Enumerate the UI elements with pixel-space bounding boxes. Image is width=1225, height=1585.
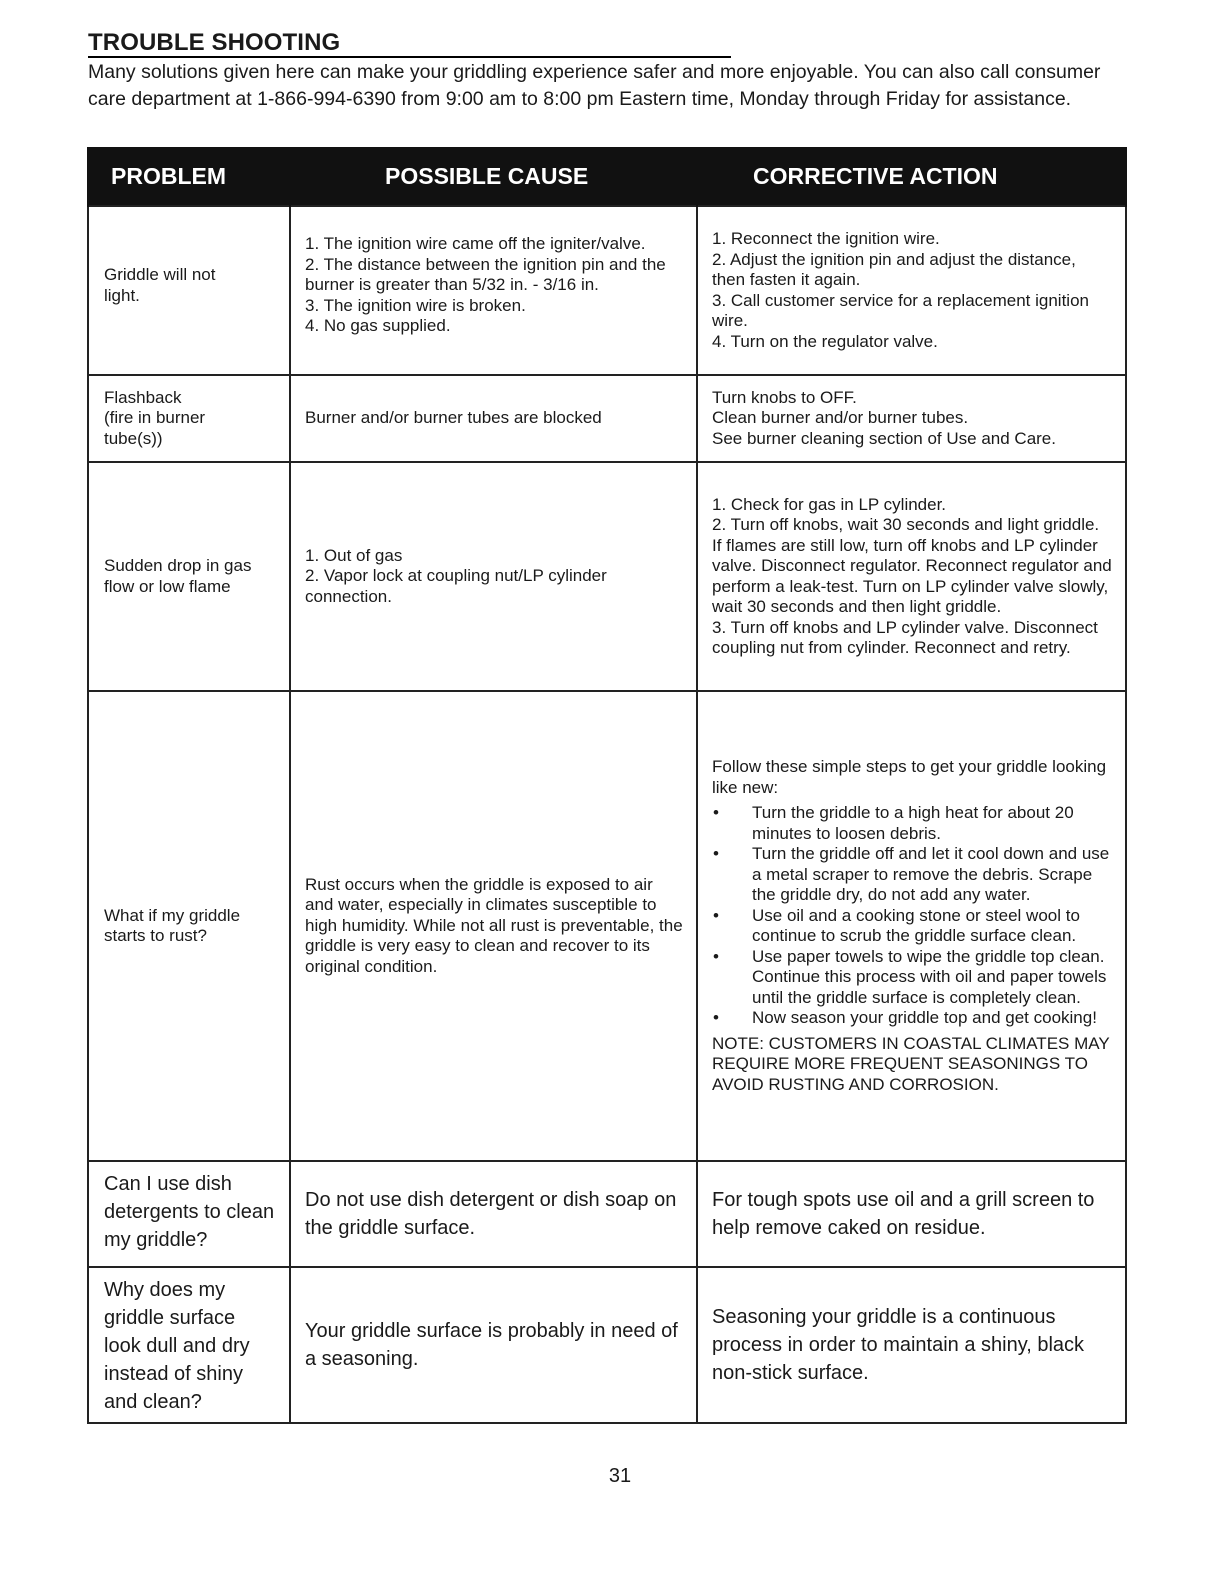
cause-cell: Do not use dish detergent or dish soap on the griddle surface. [290, 1161, 697, 1267]
cause-cell: Rust occurs when the griddle is exposed to air and water, especially in climates susceptible to high humidity. While not all rust is preventable, the griddle is very easy to clean and recover to its original condition. [290, 691, 697, 1161]
table-header-row [88, 147, 1126, 206]
bullet-icon: • [713, 844, 719, 863]
table-row [88, 206, 1126, 375]
table-row [88, 462, 1126, 691]
table-row [88, 375, 1126, 462]
cause-cell: Burner and/or burner tubes are blocked [290, 375, 697, 462]
action-cell: For tough spots use oil and a grill screen to help remove caked on residue. [697, 1161, 1126, 1267]
step-text: Turn the griddle to a high heat for about 20 minutes to loosen debris. [752, 803, 1074, 843]
problem-cell: What if my griddle starts to rust? [88, 691, 290, 1161]
page-number: 31 [608, 1465, 632, 1487]
page-title: TROUBLE SHOOTING [88, 29, 731, 58]
header-problem [88, 147, 290, 206]
list-item [712, 844, 1113, 906]
cause-cell: 1. Out of gas 2. Vapor lock at coupling nut/LP cylinder connection. [290, 462, 697, 691]
header-possible-cause [290, 147, 697, 206]
action-cell: 1. Reconnect the ignition wire. 2. Adjust the ignition pin and adjust the distance, then fasten it again. 3. Call customer service for a replacement ignition wire. 4. Turn on the regulator valve. [697, 206, 1126, 375]
cause-cell: Your griddle surface is probably in need of a seasoning. [290, 1267, 697, 1423]
table-row [88, 1161, 1126, 1267]
list-item [712, 1008, 1113, 1029]
header-corrective-action [697, 147, 1126, 206]
problem-cell: Flashback (fire in burner tube(s)) [88, 375, 290, 462]
list-item [712, 906, 1113, 947]
bullet-icon: • [713, 803, 719, 822]
troubleshooting-table [87, 147, 1127, 1424]
list-item [712, 947, 1113, 1009]
action-intro: Follow these simple steps to get your griddle looking like new: [712, 757, 1107, 797]
header-corrective-action-label: CORRECTIVE ACTION [753, 162, 998, 189]
bullet-icon: • [713, 1008, 719, 1027]
list-item [712, 803, 1113, 844]
problem-cell: Why does my griddle surface look dull and dry instead of shiny and clean? [88, 1267, 290, 1423]
table-row [88, 1267, 1126, 1423]
step-text: Use paper towels to wipe the griddle top clean. Continue this process with oil and paper towels until the griddle surface is completely clean. [752, 946, 1107, 1007]
table-row [88, 691, 1126, 1161]
action-note: NOTE: CUSTOMERS IN COASTAL CLIMATES MAY REQUIRE MORE FREQUENT SEASONINGS TO AVOID RUSTING AND CORROSION. [712, 1033, 1110, 1094]
bullet-icon: • [713, 905, 719, 925]
action-cell: Turn knobs to OFF. Clean burner and/or burner tubes. See burner cleaning section of Use and Care. [697, 375, 1126, 462]
header-problem-label: PROBLEM [111, 162, 226, 189]
step-text: Use oil and a cooking stone or steel wool to continue to scrub the griddle surface clean. [752, 905, 1080, 945]
problem-cell: Sudden drop in gas flow or low flame [88, 462, 290, 691]
action-cell [697, 691, 1126, 1161]
problem-cell: Can I use dish detergents to clean my griddle? [88, 1161, 290, 1267]
header-possible-cause-label: POSSIBLE CAUSE [385, 162, 589, 189]
cause-cell: 1. The ignition wire came off the igniter/valve. 2. The distance between the ignition pin and the burner is greater than 5/32 in. - 3/16 in. 3. The ignition wire is broken. 4. No gas supplied. [290, 206, 697, 375]
step-text: Now season your griddle top and get cooking! [752, 1008, 1097, 1027]
intro-paragraph: Many solutions given here can make your griddling experience safer and more enjoyable. You can also call consumer care department at 1-866-994-6390 from 9:00 am to 8:00 pm Eastern time, Monday through Friday for assistance. [88, 61, 1101, 110]
action-cell: 1. Check for gas in LP cylinder. 2. Turn off knobs, wait 30 seconds and light griddle. If flames are still low, turn off knobs and LP cylinder valve. Disconnect regulator. Reconnect regulator and perform a leak-test. Turn on LP cylinder valve slowly, wait 30 seconds and then light griddle. 3. Turn off knobs and LP cylinder valve. Disconnect coupling nut from cylinder. Reconnect and retry. [697, 462, 1126, 691]
problem-cell: Griddle will not light. [88, 206, 290, 375]
action-cell: Seasoning your griddle is a continuous process in order to maintain a shiny, black non-stick surface. [697, 1267, 1126, 1423]
action-steps-list [712, 803, 1113, 1029]
step-text: Turn the griddle off and let it cool down and use a metal scraper to remove the debris. Scrape the griddle dry, do not add any water. [752, 844, 1110, 904]
bullet-icon: • [713, 946, 719, 966]
